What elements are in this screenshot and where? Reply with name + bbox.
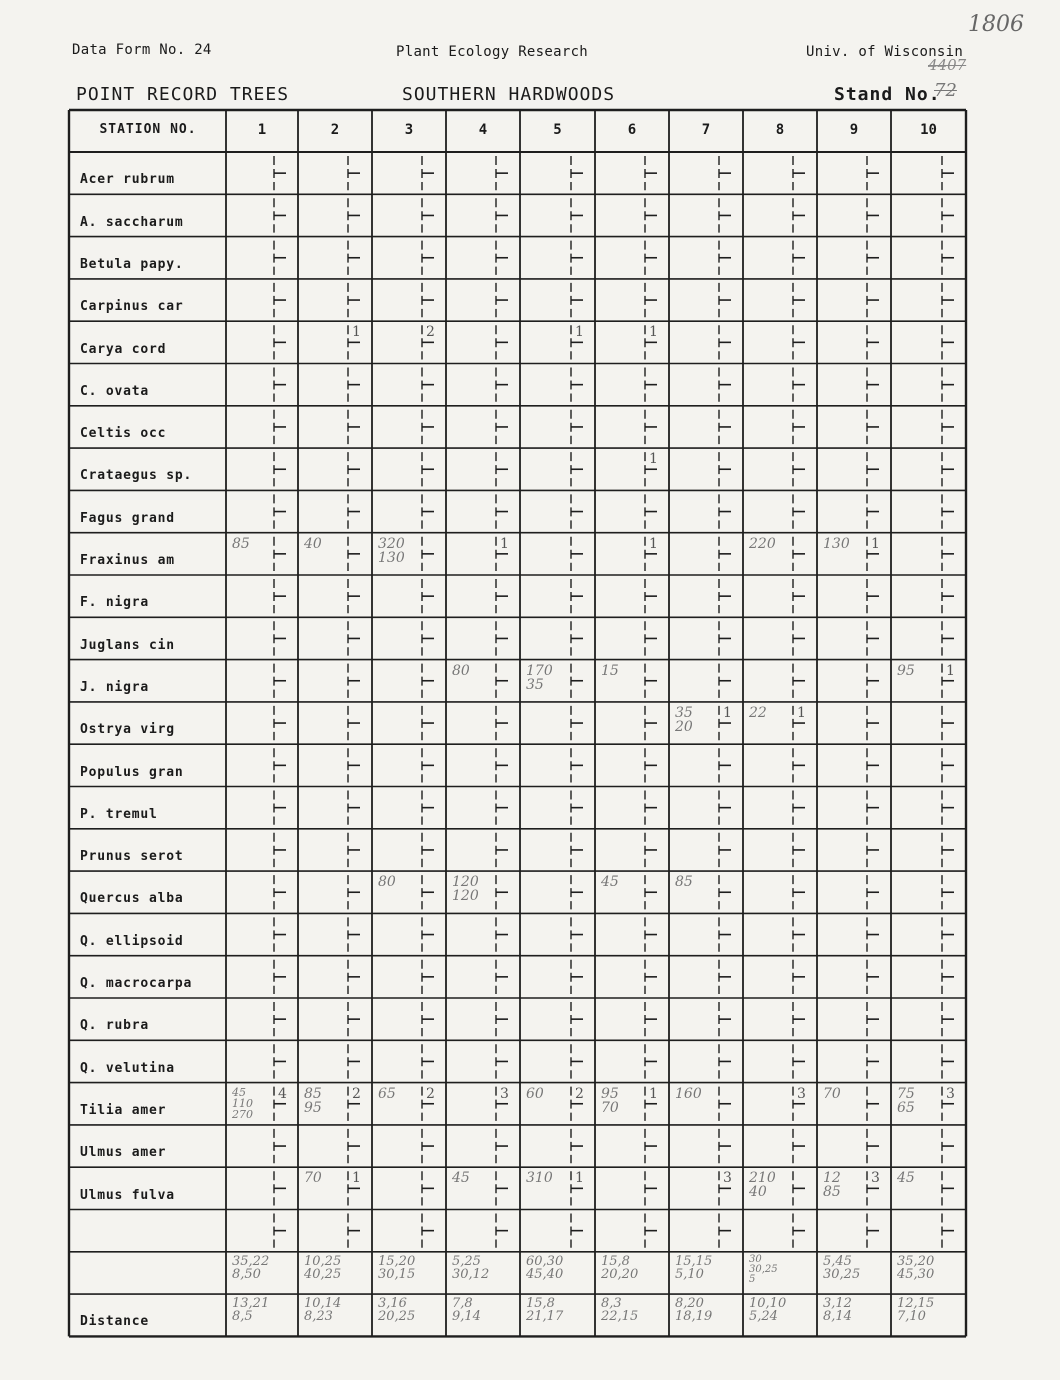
handwritten-count: 3 bbox=[946, 1085, 955, 1102]
handwritten-count: 3 bbox=[500, 1085, 509, 1102]
station-header-6: 6 bbox=[627, 122, 637, 138]
handwritten-count: 1 bbox=[649, 1085, 658, 1102]
form-number: Data Form No. 24 bbox=[72, 42, 212, 58]
distance-value: 15,8 21,17 bbox=[526, 1296, 564, 1325]
species-label: Populus gran bbox=[80, 764, 184, 780]
handwritten-count: 1 bbox=[649, 324, 658, 341]
handwritten-count: 1 bbox=[946, 662, 955, 679]
handwritten-count: 2 bbox=[352, 1085, 361, 1102]
species-label: P. tremul bbox=[80, 806, 158, 822]
species-label: Ulmus fulva bbox=[80, 1187, 175, 1203]
handwritten-count: 4 bbox=[278, 1085, 287, 1102]
university-name: Univ. of Wisconsin bbox=[806, 44, 964, 60]
distance-value: 3,12 8,14 bbox=[823, 1296, 852, 1325]
handwritten-value: 40 bbox=[304, 535, 322, 552]
handwritten-value: 130 bbox=[823, 535, 850, 552]
handwritten-count: 1 bbox=[797, 704, 806, 721]
species-label: Crataegus sp. bbox=[80, 468, 193, 484]
distance-value: 5,25 30,12 bbox=[452, 1253, 490, 1282]
station-header-7: 7 bbox=[701, 122, 711, 138]
species-label: Carya cord bbox=[80, 341, 167, 357]
distance-value: 35,20 45,30 bbox=[897, 1253, 935, 1282]
handwritten-value: 95 70 bbox=[601, 1085, 619, 1116]
handwritten-value: 320 130 bbox=[378, 535, 405, 566]
species-label: Celtis occ bbox=[80, 426, 167, 442]
distance-value: 12,15 7,10 bbox=[897, 1296, 935, 1325]
distance-value: 15,8 20,20 bbox=[601, 1253, 639, 1282]
handwritten-value: 85 bbox=[675, 874, 693, 891]
handwritten-count: 1 bbox=[575, 324, 584, 341]
handwritten-value: 45 110 270 bbox=[232, 1085, 253, 1121]
distance-value: 10,14 8,23 bbox=[304, 1296, 342, 1325]
handwritten-count: 3 bbox=[871, 1170, 880, 1187]
handwritten-count: 1 bbox=[352, 1170, 361, 1187]
species-label: Fraxinus am bbox=[80, 553, 175, 568]
distance-value: 3,16 20,25 bbox=[378, 1296, 416, 1325]
handwritten-count: 1 bbox=[723, 704, 732, 721]
handwritten-value: 12 85 bbox=[823, 1170, 841, 1201]
distance-value: 13,21 8,5 bbox=[232, 1296, 270, 1325]
handwritten-value: 210 40 bbox=[749, 1170, 776, 1201]
species-label: Fagus grand bbox=[80, 510, 175, 526]
handwritten-value: 80 bbox=[378, 874, 396, 891]
handwritten-value: 75 65 bbox=[897, 1085, 915, 1116]
station-header-1: 1 bbox=[257, 122, 267, 138]
species-label: Ulmus amer bbox=[80, 1145, 167, 1161]
handwritten-value: 170 35 bbox=[526, 662, 553, 693]
station-header-8: 8 bbox=[775, 122, 785, 138]
handwritten-value: 45 bbox=[452, 1170, 470, 1187]
station-header-9: 9 bbox=[849, 122, 859, 138]
struck-note: 4407 bbox=[928, 56, 967, 74]
station-header-10: 10 bbox=[920, 122, 937, 138]
handwritten-value: 85 95 bbox=[304, 1085, 322, 1116]
handwritten-count: 1 bbox=[352, 324, 361, 341]
handwritten-value: 120 120 bbox=[452, 874, 479, 905]
species-label: Q. rubra bbox=[80, 1018, 150, 1034]
distance-value: 15,20 30,15 bbox=[378, 1253, 416, 1282]
species-label: F. nigra bbox=[80, 595, 150, 611]
handwritten-count: 3 bbox=[797, 1085, 806, 1102]
handwritten-count: 2 bbox=[426, 324, 435, 341]
species-label: J. nigra bbox=[80, 679, 150, 695]
distance-value: 35,22 8,50 bbox=[232, 1253, 270, 1282]
handwritten-count: 2 bbox=[575, 1085, 584, 1102]
distance-value: 8,3 22,15 bbox=[601, 1296, 639, 1325]
distance-value: 30 30,25 5 bbox=[749, 1253, 778, 1285]
stand-label: Stand No. bbox=[834, 84, 941, 105]
handwritten-count: 1 bbox=[649, 535, 658, 552]
distance-label: Distance bbox=[80, 1314, 150, 1329]
species-label: Prunus serot bbox=[80, 849, 184, 865]
distance-value: 8,20 18,19 bbox=[675, 1296, 713, 1325]
handwritten-value: 85 bbox=[232, 535, 250, 552]
handwritten-value: 310 bbox=[526, 1170, 553, 1187]
station-header-3: 3 bbox=[404, 122, 414, 138]
handwritten-value: 95 bbox=[897, 662, 915, 679]
species-label: Betula papy. bbox=[80, 256, 184, 272]
handwritten-count: 3 bbox=[723, 1170, 732, 1187]
handwritten-value: 60 bbox=[526, 1085, 544, 1102]
handwritten-count: 2 bbox=[426, 1085, 435, 1102]
station-header-2: 2 bbox=[330, 122, 340, 138]
species-label: Ostrya virg bbox=[80, 722, 175, 738]
species-label: C. ovata bbox=[80, 383, 150, 399]
station-header-4: 4 bbox=[478, 122, 488, 138]
handwritten-count: 1 bbox=[575, 1170, 584, 1187]
handwritten-value: 45 bbox=[897, 1170, 915, 1187]
distance-value: 10,25 40,25 bbox=[304, 1253, 342, 1282]
species-label: Q. ellipsoid bbox=[80, 933, 184, 949]
species-label: Quercus alba bbox=[80, 891, 184, 907]
handwritten-value: 15 bbox=[601, 662, 619, 679]
handwritten-value: 70 bbox=[823, 1085, 841, 1102]
station-header: STATION NO. bbox=[99, 122, 197, 137]
species-label: Q. macrocarpa bbox=[80, 976, 193, 991]
species-label: Tilia amer bbox=[80, 1102, 167, 1118]
distance-value: 5,45 30,25 bbox=[823, 1253, 861, 1282]
stand-value: 72 bbox=[934, 80, 957, 101]
organization-name: Plant Ecology Research bbox=[396, 44, 589, 60]
handwritten-count: 1 bbox=[649, 451, 658, 468]
handwritten-count: 1 bbox=[871, 535, 880, 552]
station-header-5: 5 bbox=[553, 122, 562, 138]
handwritten-value: 80 bbox=[452, 662, 470, 679]
handwritten-value: 220 bbox=[749, 535, 776, 552]
handwritten-value: 65 bbox=[378, 1085, 396, 1102]
species-label: Acer rubrum bbox=[80, 172, 175, 188]
species-label: Carpinus car bbox=[80, 299, 184, 315]
form-subtitle: SOUTHERN HARDWOODS bbox=[402, 84, 616, 105]
species-label: A. saccharum bbox=[80, 214, 184, 230]
species-label: Q. velutina bbox=[80, 1060, 175, 1076]
species-label: Juglans cin bbox=[80, 637, 175, 653]
handwritten-value: 70 bbox=[304, 1170, 322, 1187]
handwritten-value: 22 bbox=[749, 704, 767, 721]
distance-value: 7,8 9,14 bbox=[452, 1296, 481, 1325]
distance-value: 15,15 5,10 bbox=[675, 1253, 713, 1282]
handwritten-stand-number: 1806 bbox=[968, 12, 1024, 37]
form-title: POINT RECORD TREES bbox=[76, 84, 290, 105]
handwritten-count: 1 bbox=[500, 535, 509, 552]
distance-value: 10,10 5,24 bbox=[749, 1296, 787, 1325]
handwritten-value: 45 bbox=[601, 874, 619, 891]
handwritten-value: 35 20 bbox=[675, 704, 693, 735]
distance-value: 60,30 45,40 bbox=[526, 1253, 564, 1282]
handwritten-value: 160 bbox=[675, 1085, 702, 1102]
